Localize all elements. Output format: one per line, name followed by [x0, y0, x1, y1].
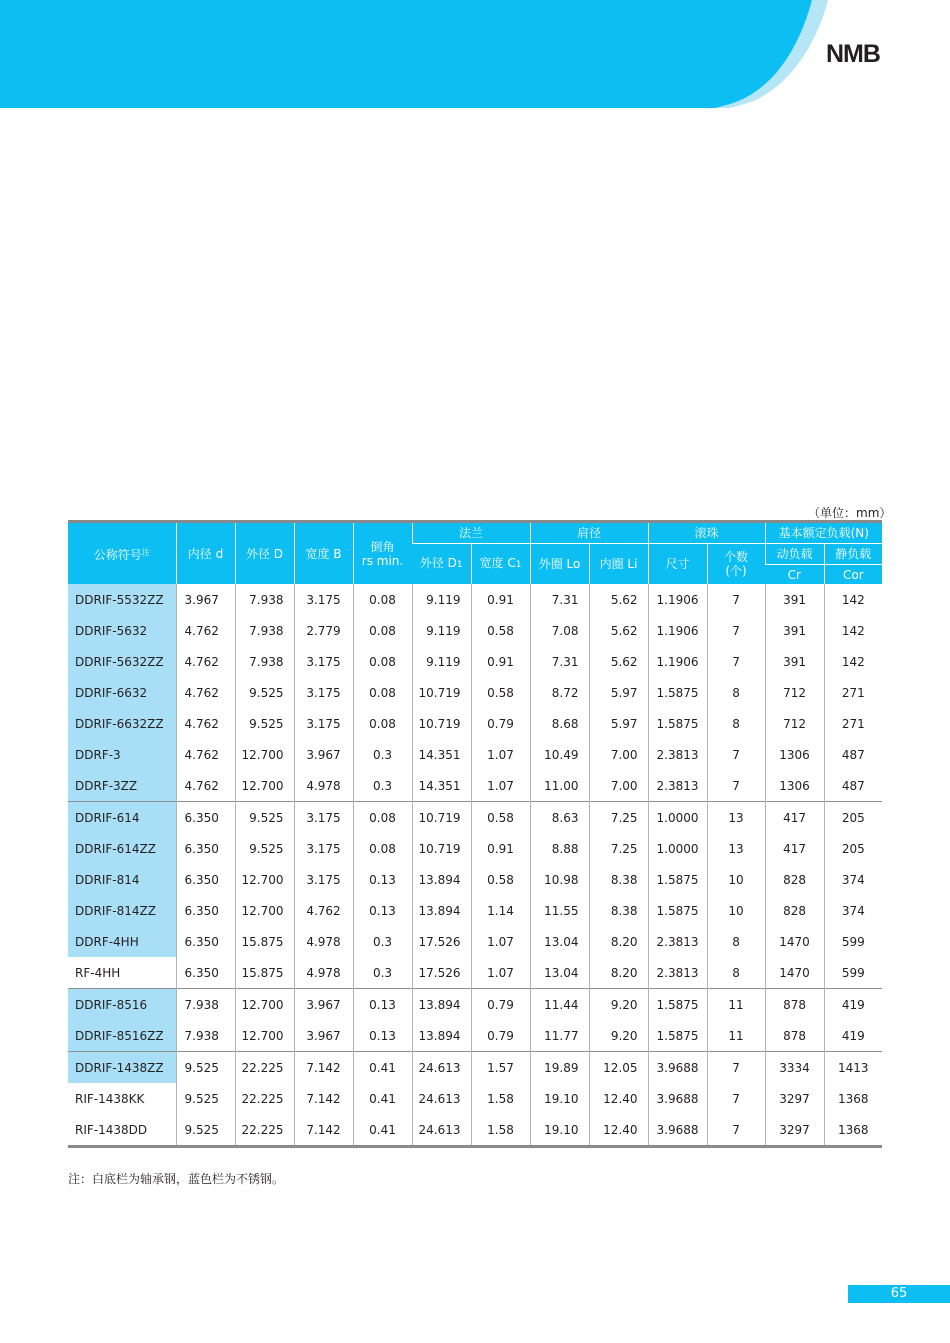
cell-lo: 8.63 — [530, 802, 589, 834]
cell-name: DDRIF-8516 — [68, 989, 176, 1021]
table-row — [68, 895, 882, 926]
cell-c1: 0.91 — [471, 584, 530, 615]
cell-cor: 599 — [824, 926, 882, 957]
cell-c1: 1.57 — [471, 1052, 530, 1084]
cell-count: 7 — [707, 584, 765, 615]
cell-c1: 0.58 — [471, 864, 530, 895]
cell-d: 9.525 — [235, 802, 294, 834]
cell-d1: 10.719 — [412, 833, 471, 864]
cell-lo: 19.89 — [530, 1052, 589, 1084]
cell-cor: 487 — [824, 770, 882, 802]
cell-lo: 11.44 — [530, 989, 589, 1021]
cell-b: 4.978 — [294, 926, 353, 957]
table-row — [68, 1020, 882, 1052]
col-outer: 外径 D — [235, 522, 294, 585]
cell-d: 9.525 — [235, 833, 294, 864]
cell-d1: 14.351 — [412, 770, 471, 802]
unit-note: （单位：mm） — [808, 506, 892, 520]
cell-cr: 712 — [765, 708, 824, 739]
cell-count: 13 — [707, 833, 765, 864]
cell-b: 4.978 — [294, 770, 353, 802]
cell-size: 3.9688 — [648, 1052, 707, 1084]
cell-d: 9.525 — [176, 1052, 235, 1084]
cell-li: 7.25 — [589, 833, 648, 864]
col-chamfer: 倒角 rs min. — [353, 522, 412, 585]
table-row — [68, 957, 882, 989]
cell-size: 3.9688 — [648, 1114, 707, 1147]
cell-size: 1.5875 — [648, 1020, 707, 1052]
col-ball-size: 尺寸 — [648, 544, 707, 585]
cell-name: DDRIF-8516ZZ — [68, 1020, 176, 1052]
cell-b: 3.175 — [294, 677, 353, 708]
cell-li: 5.62 — [589, 615, 648, 646]
table-row — [68, 926, 882, 957]
cell-c1: 1.07 — [471, 957, 530, 989]
cell-size: 1.1906 — [648, 615, 707, 646]
cell-d: 22.225 — [235, 1083, 294, 1114]
cell-li: 5.97 — [589, 708, 648, 739]
cell-count: 7 — [707, 646, 765, 677]
cell-cor: 205 — [824, 833, 882, 864]
cell-name: DDRF-4HH — [68, 926, 176, 957]
cell-li: 12.05 — [589, 1052, 648, 1084]
col-ball-count: 个数 (个) — [707, 544, 765, 585]
cell-rs: 0.3 — [353, 957, 412, 989]
cell-lo: 8.68 — [530, 708, 589, 739]
cell-d1: 10.719 — [412, 802, 471, 834]
cell-d: 7.938 — [176, 1020, 235, 1052]
col-width: 宽度 B — [294, 522, 353, 585]
cell-size: 2.3813 — [648, 957, 707, 989]
cell-size: 1.1906 — [648, 584, 707, 615]
cell-size: 2.3813 — [648, 770, 707, 802]
cell-d1: 9.119 — [412, 646, 471, 677]
cell-c1: 0.91 — [471, 646, 530, 677]
cell-li: 5.62 — [589, 584, 648, 615]
cell-c1: 1.58 — [471, 1114, 530, 1147]
cell-li: 12.40 — [589, 1083, 648, 1114]
cell-c1: 1.07 — [471, 770, 530, 802]
cell-rs: 0.08 — [353, 615, 412, 646]
cell-count: 7 — [707, 770, 765, 802]
cell-size: 3.9688 — [648, 1083, 707, 1114]
cell-d: 7.938 — [235, 584, 294, 615]
col-static-load: 静负载 — [824, 544, 882, 565]
cell-d1: 13.894 — [412, 895, 471, 926]
cell-count: 8 — [707, 957, 765, 989]
cell-cr: 878 — [765, 989, 824, 1021]
cell-cr: 391 — [765, 615, 824, 646]
cell-cr: 1306 — [765, 770, 824, 802]
bearing-spec-table — [68, 520, 882, 1148]
col-flange-od: 外径 D1 — [412, 544, 471, 585]
cell-b: 3.175 — [294, 584, 353, 615]
cell-cor: 271 — [824, 677, 882, 708]
cell-d: 9.525 — [235, 677, 294, 708]
cell-name: DDRIF-5632 — [68, 615, 176, 646]
cell-c1: 1.14 — [471, 895, 530, 926]
cell-d1: 10.719 — [412, 677, 471, 708]
cell-d: 4.762 — [176, 708, 235, 739]
cell-cor: 1413 — [824, 1052, 882, 1084]
cell-lo: 11.77 — [530, 1020, 589, 1052]
cell-lo: 19.10 — [530, 1114, 589, 1147]
cell-cr: 417 — [765, 833, 824, 864]
cell-d1: 24.613 — [412, 1114, 471, 1147]
col-bore: 内径 d — [176, 522, 235, 585]
cell-b: 7.142 — [294, 1114, 353, 1147]
cell-d: 15.875 — [235, 957, 294, 989]
cell-cor: 142 — [824, 646, 882, 677]
brand-logo: NMB — [826, 40, 880, 68]
cell-lo: 13.04 — [530, 957, 589, 989]
cell-d1: 17.526 — [412, 926, 471, 957]
cell-d1: 17.526 — [412, 957, 471, 989]
cell-b: 3.175 — [294, 646, 353, 677]
cell-size: 1.5875 — [648, 989, 707, 1021]
cell-name: RIF-1438DD — [68, 1114, 176, 1147]
cell-b: 3.967 — [294, 739, 353, 770]
cell-cor: 374 — [824, 895, 882, 926]
cell-cor: 1368 — [824, 1083, 882, 1114]
cell-b: 3.175 — [294, 708, 353, 739]
cell-lo: 10.98 — [530, 864, 589, 895]
cell-cor: 142 — [824, 584, 882, 615]
cell-name: DDRIF-5532ZZ — [68, 584, 176, 615]
cell-size: 2.3813 — [648, 926, 707, 957]
cell-rs: 0.08 — [353, 677, 412, 708]
cell-rs: 0.41 — [353, 1083, 412, 1114]
cell-cr: 712 — [765, 677, 824, 708]
cell-li: 12.40 — [589, 1114, 648, 1147]
col-group-shoulder: 肩径 — [530, 522, 648, 544]
cell-name: DDRIF-814 — [68, 864, 176, 895]
cell-size: 1.0000 — [648, 833, 707, 864]
cell-d: 9.525 — [176, 1114, 235, 1147]
cell-d1: 9.119 — [412, 584, 471, 615]
cell-size: 1.5875 — [648, 677, 707, 708]
cell-rs: 0.08 — [353, 646, 412, 677]
cell-c1: 1.07 — [471, 926, 530, 957]
cell-size: 1.5875 — [648, 895, 707, 926]
cell-cor: 1368 — [824, 1114, 882, 1147]
table-row — [68, 646, 882, 677]
cell-size: 1.0000 — [648, 802, 707, 834]
cell-cr: 1470 — [765, 957, 824, 989]
page-number: 65 — [848, 1285, 950, 1303]
cell-d: 4.762 — [176, 770, 235, 802]
cell-name: DDRIF-614 — [68, 802, 176, 834]
cell-count: 7 — [707, 739, 765, 770]
table-row — [68, 989, 882, 1021]
cell-d1: 9.119 — [412, 615, 471, 646]
cell-d1: 24.613 — [412, 1083, 471, 1114]
col-cor: Cor — [824, 565, 882, 585]
spec-table-container — [68, 520, 882, 1148]
cell-li: 7.00 — [589, 770, 648, 802]
col-shoulder-outer: 外圈 Lo — [530, 544, 589, 585]
cell-d: 9.525 — [176, 1083, 235, 1114]
cell-cr: 1306 — [765, 739, 824, 770]
cell-count: 10 — [707, 895, 765, 926]
col-dynamic-load: 动负载 — [765, 544, 824, 565]
cell-lo: 10.49 — [530, 739, 589, 770]
table-row — [68, 584, 882, 615]
cell-li: 8.20 — [589, 957, 648, 989]
cell-cr: 391 — [765, 584, 824, 615]
cell-rs: 0.13 — [353, 864, 412, 895]
cell-lo: 7.08 — [530, 615, 589, 646]
cell-d: 22.225 — [235, 1052, 294, 1084]
cell-b: 4.978 — [294, 957, 353, 989]
col-group-flange: 法兰 — [412, 522, 530, 544]
cell-lo: 19.10 — [530, 1083, 589, 1114]
cell-cr: 3297 — [765, 1114, 824, 1147]
cell-cor: 419 — [824, 1020, 882, 1052]
cell-count: 11 — [707, 989, 765, 1021]
cell-cor: 142 — [824, 615, 882, 646]
table-row — [68, 770, 882, 802]
cell-d: 15.875 — [235, 926, 294, 957]
cell-li: 5.97 — [589, 677, 648, 708]
cell-cor: 374 — [824, 864, 882, 895]
cell-li: 8.38 — [589, 864, 648, 895]
cell-lo: 7.31 — [530, 646, 589, 677]
cell-count: 8 — [707, 926, 765, 957]
cell-rs: 0.3 — [353, 926, 412, 957]
cell-d: 7.938 — [235, 615, 294, 646]
cell-d1: 13.894 — [412, 1020, 471, 1052]
cell-d: 6.350 — [176, 864, 235, 895]
cell-rs: 0.41 — [353, 1114, 412, 1147]
cell-d: 12.700 — [235, 895, 294, 926]
cell-b: 4.762 — [294, 895, 353, 926]
cell-li: 7.25 — [589, 802, 648, 834]
cell-cor: 271 — [824, 708, 882, 739]
cell-rs: 0.08 — [353, 802, 412, 834]
cell-name: DDRIF-1438ZZ — [68, 1052, 176, 1084]
cell-cr: 3334 — [765, 1052, 824, 1084]
cell-d: 12.700 — [235, 739, 294, 770]
cell-d: 7.938 — [235, 646, 294, 677]
cell-count: 7 — [707, 1083, 765, 1114]
cell-d1: 13.894 — [412, 864, 471, 895]
cell-d: 12.700 — [235, 770, 294, 802]
table-row — [68, 708, 882, 739]
cell-d: 12.700 — [235, 1020, 294, 1052]
cell-rs: 0.3 — [353, 770, 412, 802]
table-row — [68, 677, 882, 708]
table-row — [68, 1083, 882, 1114]
cell-lo: 8.88 — [530, 833, 589, 864]
header-banner — [0, 0, 950, 120]
cell-d: 4.762 — [176, 677, 235, 708]
cell-cor: 205 — [824, 802, 882, 834]
cell-c1: 0.58 — [471, 615, 530, 646]
table-header — [68, 522, 882, 585]
cell-name: DDRIF-6632ZZ — [68, 708, 176, 739]
cell-size: 1.1906 — [648, 646, 707, 677]
table-row — [68, 1114, 882, 1147]
cell-name: RIF-1438KK — [75, 1091, 145, 1106]
col-group-load: 基本额定负载(N) — [765, 522, 882, 544]
col-designation: 公称符号$^注$ — [68, 522, 176, 585]
cell-li: 9.20 — [589, 1020, 648, 1052]
cell-c1: 0.79 — [471, 989, 530, 1021]
cell-rs: 0.41 — [353, 1052, 412, 1084]
cell-d: 6.350 — [176, 895, 235, 926]
cell-rs: 0.08 — [353, 833, 412, 864]
cell-d: 6.350 — [176, 833, 235, 864]
cell-name: DDRF-3 — [68, 739, 176, 770]
cell-d: 4.762 — [176, 646, 235, 677]
cell-size: 2.3813 — [648, 739, 707, 770]
table-row — [68, 833, 882, 864]
col-group-balls: 滚珠 — [648, 522, 765, 544]
cell-cr: 391 — [765, 646, 824, 677]
cell-lo: 11.55 — [530, 895, 589, 926]
cell-count: 10 — [707, 864, 765, 895]
cell-b: 3.967 — [294, 989, 353, 1021]
cell-li: 5.62 — [589, 646, 648, 677]
cell-cor: 599 — [824, 957, 882, 989]
cell-name: DDRIF-814ZZ — [68, 895, 176, 926]
cell-li: 8.38 — [589, 895, 648, 926]
cell-c1: 1.58 — [471, 1083, 530, 1114]
cell-d1: 13.894 — [412, 989, 471, 1021]
cell-count: 7 — [707, 1114, 765, 1147]
cell-li: 9.20 — [589, 989, 648, 1021]
cell-name: DDRIF-6632 — [68, 677, 176, 708]
cell-count: 7 — [707, 615, 765, 646]
table-row — [68, 739, 882, 770]
cell-d: 12.700 — [235, 989, 294, 1021]
table-row — [68, 1052, 882, 1084]
cell-rs: 0.13 — [353, 1020, 412, 1052]
cell-name: DDRIF-5632ZZ — [68, 646, 176, 677]
cell-name: DDRIF-614ZZ — [68, 833, 176, 864]
cell-cr: 1470 — [765, 926, 824, 957]
cell-cr: 828 — [765, 895, 824, 926]
cell-b: 7.142 — [294, 1052, 353, 1084]
cell-d: 6.350 — [176, 926, 235, 957]
col-flange-width: 宽度 C1 — [471, 544, 530, 585]
cell-count: 8 — [707, 677, 765, 708]
cell-rs: 0.13 — [353, 895, 412, 926]
cell-count: 7 — [707, 1052, 765, 1084]
cell-d: 7.938 — [176, 989, 235, 1021]
table-body — [68, 584, 882, 1147]
cell-d1: 10.719 — [412, 708, 471, 739]
cell-b: 7.142 — [294, 1083, 353, 1114]
cell-cr: 828 — [765, 864, 824, 895]
cell-cor: 419 — [824, 989, 882, 1021]
cell-cr: 417 — [765, 802, 824, 834]
cell-c1: 0.58 — [471, 677, 530, 708]
cell-rs: 0.08 — [353, 584, 412, 615]
cell-li: 8.20 — [589, 926, 648, 957]
cell-cr: 3297 — [765, 1083, 824, 1114]
cell-c1: 1.07 — [471, 739, 530, 770]
cell-d1: 14.351 — [412, 739, 471, 770]
cell-c1: 0.79 — [471, 708, 530, 739]
cell-count: 11 — [707, 1020, 765, 1052]
cell-c1: 0.91 — [471, 833, 530, 864]
cell-d: 3.967 — [176, 584, 235, 615]
cell-b: 2.779 — [294, 615, 353, 646]
cell-name: RF-4HH — [75, 965, 121, 980]
cell-lo: 7.31 — [530, 584, 589, 615]
cell-rs: 0.13 — [353, 989, 412, 1021]
table-row — [68, 615, 882, 646]
cell-d: 4.762 — [176, 739, 235, 770]
cell-count: 13 — [707, 802, 765, 834]
cell-d: 9.525 — [235, 708, 294, 739]
cell-count: 8 — [707, 708, 765, 739]
cell-c1: 0.58 — [471, 802, 530, 834]
cell-b: 3.175 — [294, 833, 353, 864]
cell-b: 3.175 — [294, 802, 353, 834]
cell-d: 22.225 — [235, 1114, 294, 1147]
cell-lo: 11.00 — [530, 770, 589, 802]
cell-li: 7.00 — [589, 739, 648, 770]
cell-lo: 8.72 — [530, 677, 589, 708]
cell-b: 3.175 — [294, 864, 353, 895]
cell-name: DDRF-3ZZ — [68, 770, 176, 802]
table-row — [68, 864, 882, 895]
cell-b: 3.967 — [294, 1020, 353, 1052]
cell-cor: 487 — [824, 739, 882, 770]
cell-d: 6.350 — [176, 957, 235, 989]
footnote: 注：白底栏为轴承钢，蓝色栏为不锈钢。 — [68, 1172, 285, 1186]
cell-d1: 24.613 — [412, 1052, 471, 1084]
col-cr: Cr — [765, 565, 824, 585]
cell-c1: 0.79 — [471, 1020, 530, 1052]
cell-cr: 878 — [765, 1020, 824, 1052]
cell-rs: 0.08 — [353, 708, 412, 739]
cell-rs: 0.3 — [353, 739, 412, 770]
col-shoulder-inner: 内圈 Li — [589, 544, 648, 585]
cell-d: 12.700 — [235, 864, 294, 895]
cell-d: 4.762 — [176, 615, 235, 646]
cell-size: 1.5875 — [648, 864, 707, 895]
table-row — [68, 802, 882, 834]
cell-size: 1.5875 — [648, 708, 707, 739]
cell-lo: 13.04 — [530, 926, 589, 957]
cell-d: 6.350 — [176, 802, 235, 834]
